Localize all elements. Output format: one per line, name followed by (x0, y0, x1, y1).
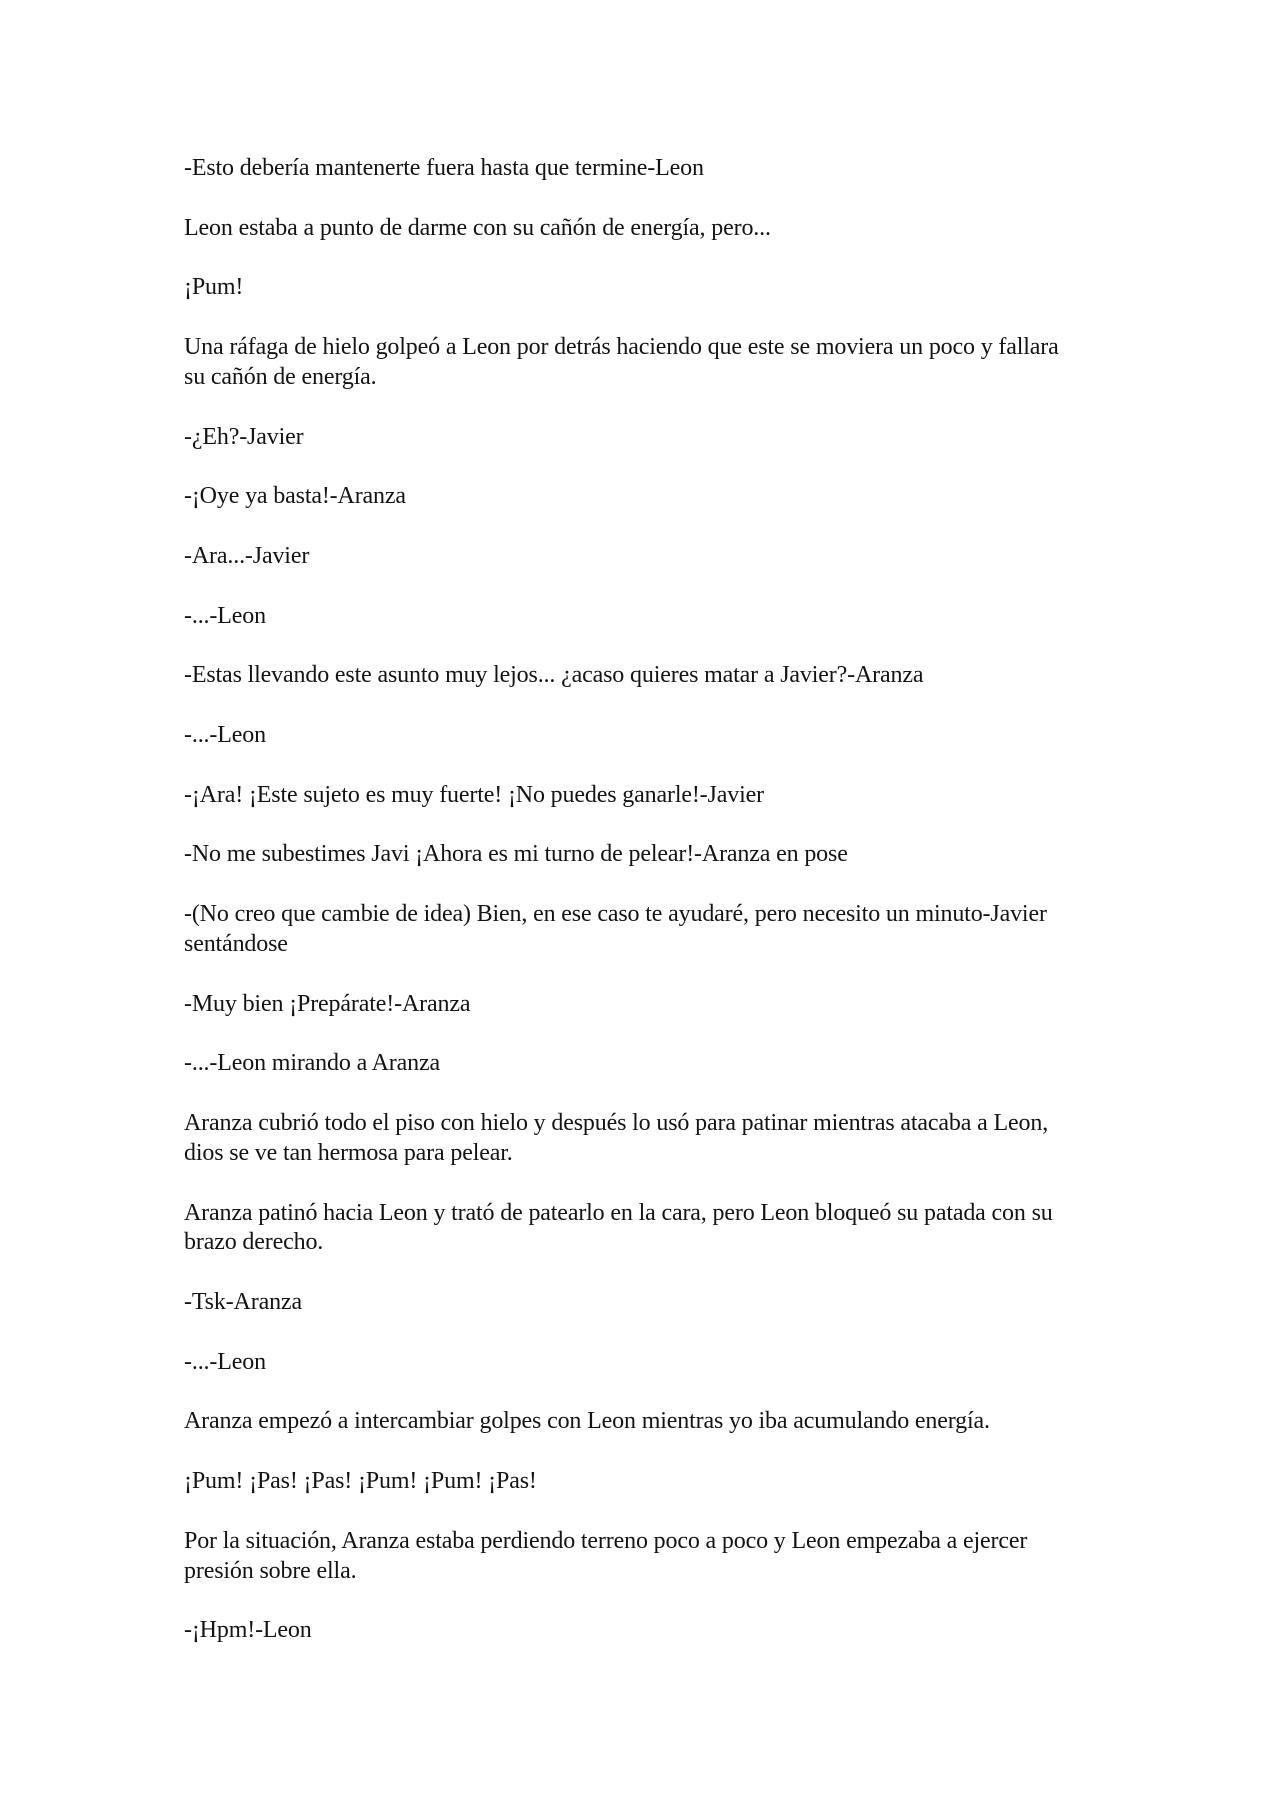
sound-effect: ¡Pum! (184, 274, 244, 301)
dialogue-line: -Ara...-Javier (184, 542, 310, 569)
dialogue-line: -Esto debería mantenerte fuera hasta que termine-Leon (184, 155, 704, 181)
narration-paragraph: Por la situación, Aranza estaba perdiendo terreno poco a poco y Leon empezaba a ejercer presión sobre ella. (184, 1527, 1028, 1584)
sound-effect: ¡Pum! ¡Pas! ¡Pas! ¡Pum! ¡Pum! ¡Pas! (184, 1468, 537, 1495)
narration-paragraph: Una ráfaga de hielo golpeó a Leon por detrás haciendo que este se moviera un poco y fallara su cañón de energía. (184, 334, 1059, 390)
dialogue-line: -¡Hpm!-Leon (184, 1617, 312, 1644)
dialogue-line: -Tsk-Aranza (184, 1289, 302, 1316)
dialogue-line: -Estas llevando este asunto muy lejos... ¿acaso quieres matar a Javier?-Aranza (184, 662, 924, 689)
dialogue-line: -...-Leon (184, 602, 266, 629)
narration-paragraph: Aranza empezó a intercambiar golpes con Leon mientras yo iba acumulando energía. (184, 1408, 990, 1435)
dialogue-line: -...-Leon mirando a Aranza (184, 1050, 440, 1077)
narration-paragraph: Aranza patinó hacia Leon y trató de patearlo en la cara, pero Leon bloqueó su patada con su brazo derecho. (184, 1199, 1053, 1256)
narration-paragraph: Leon estaba a punto de darme con su cañón de energía, pero... (184, 214, 771, 241)
dialogue-line: -Muy bien ¡Prepárate!-Aranza (184, 990, 471, 1017)
dialogue-line: -(No creo que cambie de idea) Bien, en ese caso te ayudaré, pero necesito un minuto-Javier sentándose (184, 901, 1047, 957)
dialogue-line: -...-Leon (184, 1348, 266, 1375)
narration-paragraph: Aranza cubrió todo el piso con hielo y después lo usó para patinar mientras atacaba a Leon, dios se ve tan hermosa para pelear. (184, 1110, 1049, 1166)
dialogue-line: -¡Ara! ¡Este sujeto es muy fuerte! ¡No puedes ganarle!-Javier (184, 781, 764, 808)
dialogue-line: -No me subestimes Javi ¡Ahora es mi turno de pelear!-Aranza en pose (184, 841, 848, 868)
dialogue-line: -¿Eh?-Javier (184, 423, 304, 450)
dialogue-line: -...-Leon (184, 722, 266, 749)
document-body (184, 154, 1074, 1676)
dialogue-line: -¡Oye ya basta!-Aranza (184, 483, 406, 510)
